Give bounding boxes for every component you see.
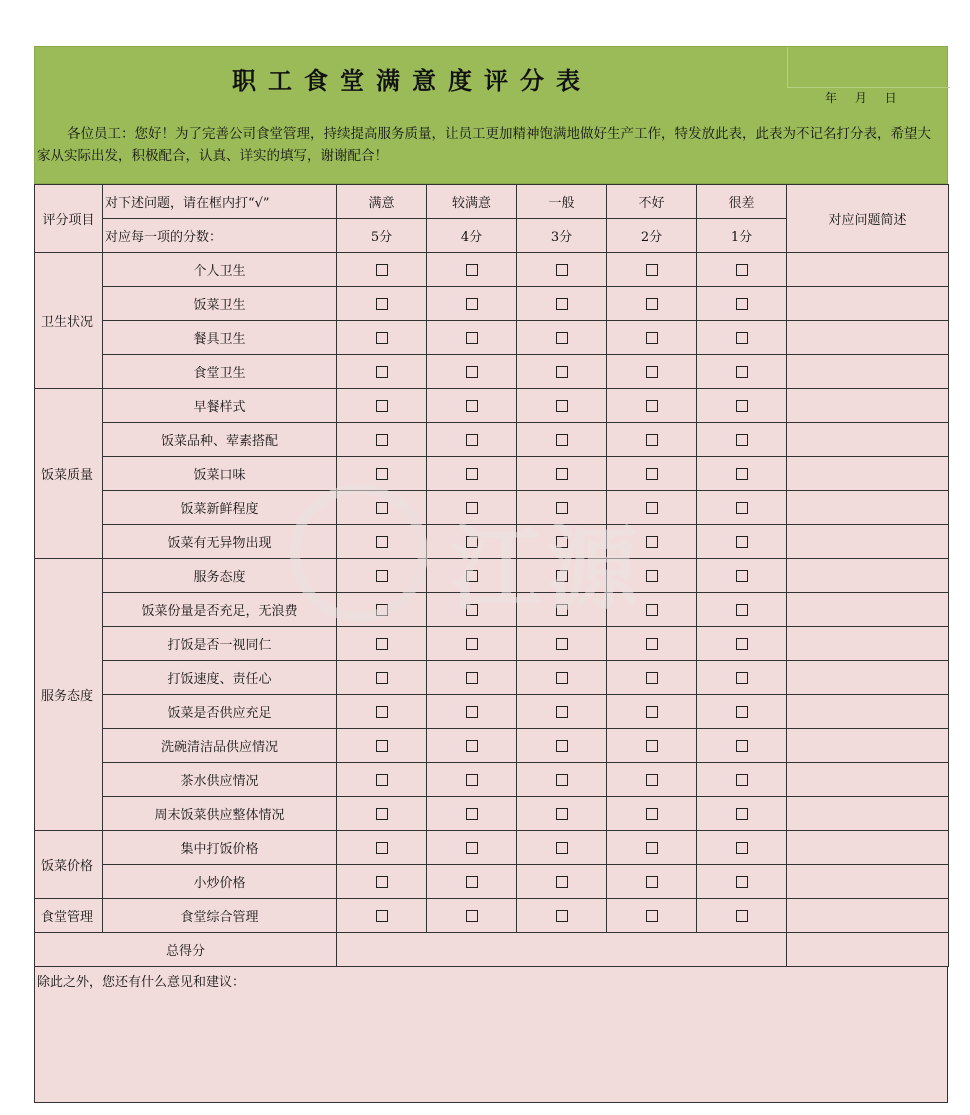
table-row <box>35 457 949 491</box>
checkbox[interactable] <box>556 570 568 582</box>
suggestion-box[interactable] <box>34 967 948 1103</box>
rating-cell <box>427 559 517 593</box>
total-label: 总得分 <box>35 933 337 967</box>
checkbox[interactable] <box>556 434 568 446</box>
rating-cell <box>697 253 787 287</box>
comment-cell[interactable] <box>787 797 949 831</box>
instruction-text: 对下述问题，请在框内打“√” <box>103 185 337 219</box>
rating-cell <box>697 423 787 457</box>
rating-cell <box>697 559 787 593</box>
comment-cell[interactable] <box>787 865 949 899</box>
rating-cell <box>337 355 427 389</box>
rating-cell <box>337 321 427 355</box>
category-label: 卫生状况 <box>35 253 103 389</box>
rating-cell <box>517 831 607 865</box>
rating-cell <box>697 593 787 627</box>
score-header: 3分 <box>517 219 607 253</box>
table-row <box>35 627 949 661</box>
checkbox[interactable] <box>466 604 478 616</box>
rating-cell <box>427 423 517 457</box>
comment-cell[interactable] <box>787 491 949 525</box>
item-label: 茶水供应情况 <box>103 763 337 797</box>
checkbox[interactable] <box>466 502 478 514</box>
comment-cell[interactable] <box>787 593 949 627</box>
comment-cell[interactable] <box>787 627 949 661</box>
rating-cell <box>517 661 607 695</box>
checkbox[interactable] <box>556 672 568 684</box>
checkbox[interactable] <box>736 264 748 276</box>
rating-cell <box>607 491 697 525</box>
checkbox[interactable] <box>736 298 748 310</box>
table-row <box>35 695 949 729</box>
rating-cell <box>427 355 517 389</box>
rating-cell <box>337 763 427 797</box>
checkbox[interactable] <box>466 808 478 820</box>
checkbox[interactable] <box>646 332 658 344</box>
checkbox[interactable] <box>376 468 388 480</box>
rating-cell <box>697 287 787 321</box>
item-label: 食堂卫生 <box>103 355 337 389</box>
score-label: 对应每一项的分数： <box>103 219 337 253</box>
rating-cell <box>517 287 607 321</box>
checkbox[interactable] <box>556 536 568 548</box>
rating-cell <box>607 797 697 831</box>
rating-cell <box>427 865 517 899</box>
sheet-header <box>34 46 948 184</box>
checkbox[interactable] <box>556 400 568 412</box>
rating-cell <box>697 865 787 899</box>
item-label: 饭菜有无异物出现 <box>103 525 337 559</box>
rating-cell <box>427 661 517 695</box>
comment-cell[interactable] <box>787 389 949 423</box>
rating-cell <box>427 321 517 355</box>
checkbox[interactable] <box>736 876 748 888</box>
item-label: 饭菜品种、荤素搭配 <box>103 423 337 457</box>
checkbox[interactable] <box>376 536 388 548</box>
checkbox[interactable] <box>466 910 478 922</box>
checkbox[interactable] <box>646 706 658 718</box>
rating-cell <box>337 593 427 627</box>
checkbox[interactable] <box>376 400 388 412</box>
item-label: 食堂综合管理 <box>103 899 337 933</box>
rating-cell <box>337 253 427 287</box>
comment-cell[interactable] <box>787 729 949 763</box>
table-row <box>35 899 949 933</box>
checkbox[interactable] <box>556 604 568 616</box>
rating-cell <box>607 423 697 457</box>
rating-header: 一般 <box>517 185 607 219</box>
rating-cell <box>337 287 427 321</box>
rating-cell <box>607 695 697 729</box>
checkbox[interactable] <box>646 740 658 752</box>
item-label: 饭菜份量是否充足，无浪费 <box>103 593 337 627</box>
rating-cell <box>517 389 607 423</box>
score-header: 2分 <box>607 219 697 253</box>
rating-cell <box>337 491 427 525</box>
rating-cell <box>517 899 607 933</box>
comment-header: 对应问题简述 <box>787 185 949 253</box>
table-row <box>35 321 949 355</box>
rating-cell <box>607 389 697 423</box>
rating-cell <box>607 355 697 389</box>
checkbox[interactable] <box>466 332 478 344</box>
checkbox[interactable] <box>376 638 388 650</box>
checkbox[interactable] <box>556 706 568 718</box>
checkbox[interactable] <box>736 638 748 650</box>
rating-cell <box>607 831 697 865</box>
watermark-text: 江源 <box>450 516 643 623</box>
rating-cell <box>697 661 787 695</box>
rating-cell <box>607 865 697 899</box>
checkbox[interactable] <box>376 808 388 820</box>
date-box <box>787 47 950 88</box>
category-label: 饭菜质量 <box>35 389 103 559</box>
rating-cell <box>517 593 607 627</box>
rating-cell <box>697 355 787 389</box>
checkbox[interactable] <box>376 434 388 446</box>
checkbox[interactable] <box>466 842 478 854</box>
checkbox[interactable] <box>466 298 478 310</box>
rating-cell <box>607 661 697 695</box>
rating-cell <box>607 253 697 287</box>
checkbox[interactable] <box>466 706 478 718</box>
rating-cell <box>517 797 607 831</box>
checkbox[interactable] <box>556 876 568 888</box>
item-label: 打饭速度、责任心 <box>103 661 337 695</box>
comment-cell[interactable] <box>787 457 949 491</box>
rating-cell <box>697 797 787 831</box>
comment-cell[interactable] <box>787 763 949 797</box>
rating-cell <box>337 831 427 865</box>
item-label: 打饭是否一视同仁 <box>103 627 337 661</box>
checkbox[interactable] <box>376 570 388 582</box>
checkbox[interactable] <box>646 638 658 650</box>
rating-cell <box>427 729 517 763</box>
rating-cell <box>337 423 427 457</box>
rating-cell <box>427 831 517 865</box>
rating-cell <box>337 797 427 831</box>
table-row <box>35 865 949 899</box>
rating-cell <box>427 389 517 423</box>
survey-sheet <box>34 46 948 1103</box>
rating-cell <box>517 321 607 355</box>
checkbox[interactable] <box>646 842 658 854</box>
checkbox[interactable] <box>466 434 478 446</box>
checkbox[interactable] <box>376 774 388 786</box>
rating-cell <box>517 491 607 525</box>
checkbox[interactable] <box>736 570 748 582</box>
table-row <box>35 661 949 695</box>
checkbox[interactable] <box>376 910 388 922</box>
comment-cell[interactable] <box>787 661 949 695</box>
rating-cell <box>697 831 787 865</box>
checkbox[interactable] <box>466 638 478 650</box>
checkbox[interactable] <box>736 400 748 412</box>
table-row <box>35 525 949 559</box>
checkbox[interactable] <box>556 332 568 344</box>
rating-cell <box>697 627 787 661</box>
category-label: 饭菜价格 <box>35 831 103 899</box>
rating-cell <box>697 695 787 729</box>
checkbox[interactable] <box>736 910 748 922</box>
table-row <box>35 355 949 389</box>
item-label: 餐具卫生 <box>103 321 337 355</box>
comment-cell[interactable] <box>787 525 949 559</box>
checkbox[interactable] <box>736 502 748 514</box>
total-comment-cell[interactable] <box>787 933 949 967</box>
checkbox[interactable] <box>646 876 658 888</box>
rating-cell <box>607 525 697 559</box>
table-row <box>35 797 949 831</box>
checkbox[interactable] <box>646 298 658 310</box>
rating-cell <box>427 525 517 559</box>
item-header: 评分项目 <box>35 185 103 253</box>
checkbox[interactable] <box>736 672 748 684</box>
table-row <box>35 423 949 457</box>
item-label: 饭菜口味 <box>103 457 337 491</box>
rating-cell <box>517 457 607 491</box>
table-row <box>35 287 949 321</box>
rating-cell <box>517 525 607 559</box>
checkbox[interactable] <box>646 536 658 548</box>
checkbox[interactable] <box>466 774 478 786</box>
checkbox[interactable] <box>376 740 388 752</box>
checkbox[interactable] <box>466 400 478 412</box>
checkbox[interactable] <box>466 264 478 276</box>
rating-cell <box>607 593 697 627</box>
comment-cell[interactable] <box>787 321 949 355</box>
rating-cell <box>427 797 517 831</box>
comment-cell[interactable] <box>787 695 949 729</box>
checkbox[interactable] <box>376 706 388 718</box>
checkbox[interactable] <box>466 740 478 752</box>
rating-cell <box>607 763 697 797</box>
rating-cell <box>427 593 517 627</box>
checkbox[interactable] <box>736 808 748 820</box>
checkbox[interactable] <box>466 468 478 480</box>
rating-cell <box>697 389 787 423</box>
checkbox[interactable] <box>376 876 388 888</box>
rating-cell <box>517 763 607 797</box>
rating-cell <box>517 865 607 899</box>
rating-cell <box>427 899 517 933</box>
item-label: 饭菜卫生 <box>103 287 337 321</box>
comment-cell[interactable] <box>787 899 949 933</box>
rating-cell <box>607 899 697 933</box>
comment-cell[interactable] <box>787 355 949 389</box>
checkbox[interactable] <box>466 570 478 582</box>
rating-cell <box>517 627 607 661</box>
rating-cell <box>607 627 697 661</box>
rating-cell <box>337 695 427 729</box>
rating-cell <box>337 729 427 763</box>
checkbox[interactable] <box>646 400 658 412</box>
rating-cell <box>427 627 517 661</box>
checkbox[interactable] <box>646 502 658 514</box>
checkbox[interactable] <box>376 332 388 344</box>
rating-cell <box>427 491 517 525</box>
item-label: 周末饭菜供应整体情况 <box>103 797 337 831</box>
checkbox[interactable] <box>646 604 658 616</box>
item-label: 早餐样式 <box>103 389 337 423</box>
checkbox[interactable] <box>646 774 658 786</box>
category-label: 食堂管理 <box>35 899 103 933</box>
checkbox[interactable] <box>556 808 568 820</box>
checkbox[interactable] <box>556 502 568 514</box>
checkbox[interactable] <box>736 468 748 480</box>
checkbox[interactable] <box>376 502 388 514</box>
rating-cell <box>697 457 787 491</box>
checkbox[interactable] <box>646 570 658 582</box>
item-label: 集中打饭价格 <box>103 831 337 865</box>
rating-cell <box>337 899 427 933</box>
rating-cell <box>517 559 607 593</box>
item-label: 洗碗清洁品供应情况 <box>103 729 337 763</box>
rating-cell <box>517 695 607 729</box>
checkbox[interactable] <box>736 706 748 718</box>
checkbox[interactable] <box>556 298 568 310</box>
comment-cell[interactable] <box>787 559 949 593</box>
checkbox[interactable] <box>376 604 388 616</box>
rating-cell <box>607 559 697 593</box>
suggestion-label: 除此之外，您还有什么意见和建议： <box>37 975 246 990</box>
checkbox[interactable] <box>376 366 388 378</box>
rating-cell <box>517 253 607 287</box>
rating-cell <box>337 865 427 899</box>
comment-cell[interactable] <box>787 253 949 287</box>
checkbox[interactable] <box>736 366 748 378</box>
item-label: 服务态度 <box>103 559 337 593</box>
checkbox[interactable] <box>736 536 748 548</box>
checkbox[interactable] <box>736 842 748 854</box>
rating-header: 不好 <box>607 185 697 219</box>
total-row <box>35 933 949 967</box>
checkbox[interactable] <box>736 740 748 752</box>
comment-cell[interactable] <box>787 423 949 457</box>
rating-table <box>34 184 949 967</box>
checkbox[interactable] <box>646 808 658 820</box>
checkbox[interactable] <box>556 740 568 752</box>
rating-cell <box>697 321 787 355</box>
item-label: 饭菜新鲜程度 <box>103 491 337 525</box>
rating-cell <box>607 729 697 763</box>
rating-header: 很差 <box>697 185 787 219</box>
category-label: 服务态度 <box>35 559 103 831</box>
rating-cell <box>607 321 697 355</box>
checkbox[interactable] <box>556 910 568 922</box>
rating-cell <box>337 627 427 661</box>
rating-cell <box>337 389 427 423</box>
date-field[interactable]: 年 月 日 <box>825 91 897 105</box>
rating-cell <box>697 525 787 559</box>
table-row <box>35 559 949 593</box>
item-label: 小炒价格 <box>103 865 337 899</box>
checkbox[interactable] <box>736 604 748 616</box>
item-label: 饭菜是否供应充足 <box>103 695 337 729</box>
score-header: 1分 <box>697 219 787 253</box>
table-row <box>35 763 949 797</box>
checkbox[interactable] <box>376 842 388 854</box>
checkbox[interactable] <box>556 638 568 650</box>
checkbox[interactable] <box>556 468 568 480</box>
rating-cell <box>337 457 427 491</box>
rating-cell <box>337 525 427 559</box>
checkbox[interactable] <box>376 264 388 276</box>
rating-cell <box>427 253 517 287</box>
table-row <box>35 389 949 423</box>
item-label: 个人卫生 <box>103 253 337 287</box>
checkbox[interactable] <box>556 774 568 786</box>
rating-cell <box>337 559 427 593</box>
checkbox[interactable] <box>466 536 478 548</box>
checkbox[interactable] <box>376 672 388 684</box>
intro-text: 各位员工：您好！为了完善公司食堂管理，持续提高服务质量，让员工更加精神饱满地做好生产工作，特发放此表，此表为不记名打分表，希望大家从实际出发，积极配合，认真、详实的填写，谢谢配合！ <box>37 126 931 164</box>
checkbox[interactable] <box>736 332 748 344</box>
checkbox[interactable] <box>736 434 748 446</box>
checkbox[interactable] <box>556 366 568 378</box>
rating-cell <box>517 423 607 457</box>
checkbox[interactable] <box>646 672 658 684</box>
comment-cell[interactable] <box>787 831 949 865</box>
checkbox[interactable] <box>556 842 568 854</box>
checkbox[interactable] <box>736 774 748 786</box>
rating-cell <box>697 899 787 933</box>
rating-header: 较满意 <box>427 185 517 219</box>
comment-cell[interactable] <box>787 287 949 321</box>
score-header: 5分 <box>337 219 427 253</box>
checkbox[interactable] <box>646 434 658 446</box>
checkbox[interactable] <box>646 366 658 378</box>
rating-cell <box>427 457 517 491</box>
checkbox[interactable] <box>646 264 658 276</box>
rating-cell <box>517 729 607 763</box>
table-row <box>35 491 949 525</box>
rating-cell <box>427 287 517 321</box>
table-row <box>35 729 949 763</box>
table-row <box>35 831 949 865</box>
rating-header: 满意 <box>337 185 427 219</box>
checkbox[interactable] <box>556 264 568 276</box>
rating-cell <box>697 491 787 525</box>
checkbox[interactable] <box>646 468 658 480</box>
checkbox[interactable] <box>466 672 478 684</box>
checkbox[interactable] <box>466 366 478 378</box>
rating-cell <box>697 763 787 797</box>
table-row <box>35 253 949 287</box>
score-header: 4分 <box>427 219 517 253</box>
rating-cell <box>427 695 517 729</box>
rating-cell <box>607 287 697 321</box>
rating-cell <box>337 661 427 695</box>
rating-cell <box>517 355 607 389</box>
total-value-cell[interactable] <box>337 933 787 967</box>
rating-cell <box>607 457 697 491</box>
checkbox[interactable] <box>466 876 478 888</box>
checkbox[interactable] <box>646 910 658 922</box>
rating-cell <box>427 763 517 797</box>
table-row <box>35 593 949 627</box>
rating-cell <box>697 729 787 763</box>
page-title: 职工食堂满意度评分表 <box>232 67 592 95</box>
checkbox[interactable] <box>376 298 388 310</box>
